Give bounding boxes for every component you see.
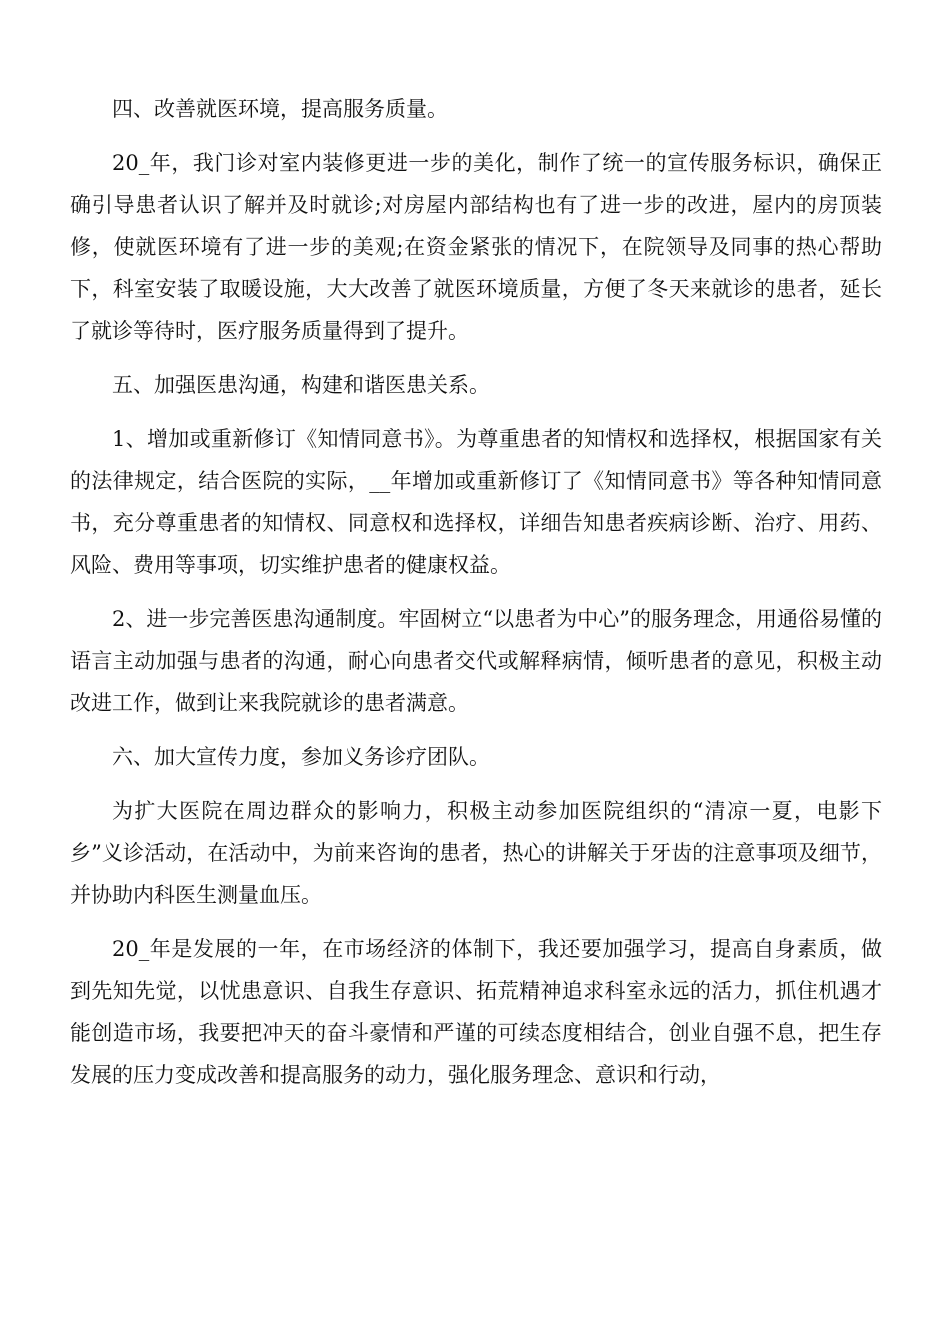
body-paragraph-publicity: 为扩大医院在周边群众的影响力，积极主动参加医院组织的“清凉一夏，电影下乡”义诊活动，在活动中，为前来咨询的患者，热心的讲解关于牙齿的注意事项及细节，并协助内科医生测量血压。	[70, 799, 882, 907]
body-paragraph-consent: 1、增加或重新修订《知情同意书》。为尊重患者的知情权和选择权，根据国家有关的法律规定，结合医院的实际，__年增加或重新修订了《知情同意书》等各种知情同意书，充分尊重患者的知情权、同意权和选择权，详细告知患者疾病诊断、治疗、用药、风险、费用等事项，切实维护患者的健康权益。	[70, 427, 882, 577]
body-paragraph-outlook: 20_年是发展的一年，在市场经济的体制下，我还要加强学习，提高自身素质，做到先知先觉，以忧患意识、自我生存意识、拓荒精神追求科室永远的活力，抓住机遇才能创造市场，我要把冲天的奋斗豪情和严谨的可续态度相结合，创业自强不息，把生存发展的压力变成改善和提高服务的动力，强化服务理念、意识和行动，	[70, 937, 882, 1087]
body-paragraph-communication: 2、进一步完善医患沟通制度。牢固树立“以患者为中心”的服务理念，用通俗易懂的语言主动加强与患者的沟通，耐心向患者交代或解释病情，倾听患者的意见，积极主动改进工作，做到让来我院就诊的患者满意。	[70, 607, 882, 715]
section-heading-6: 六、加大宣传力度，参加义务诊疗团队。	[112, 745, 490, 769]
document-page	[70, 88, 882, 1096]
body-paragraph-environment: 20_年，我门诊对室内装修更进一步的美化，制作了统一的宣传服务标识，确保正确引导患者认识了解并及时就诊;对房屋内部结构也有了进一步的改进，屋内的房顶装修，使就医环境有了进一步的美观;在资金紧张的情况下，在院领导及同事的热心帮助下，科室安装了取暖设施，大大改善了就医环境质量，方便了冬天来就诊的患者，延长了就诊等待时，医疗服务质量得到了提升。	[70, 151, 882, 343]
section-heading-5: 五、加强医患沟通，构建和谐医患关系。	[112, 373, 490, 397]
section-heading-4: 四、改善就医环境，提高服务质量。	[112, 97, 448, 121]
